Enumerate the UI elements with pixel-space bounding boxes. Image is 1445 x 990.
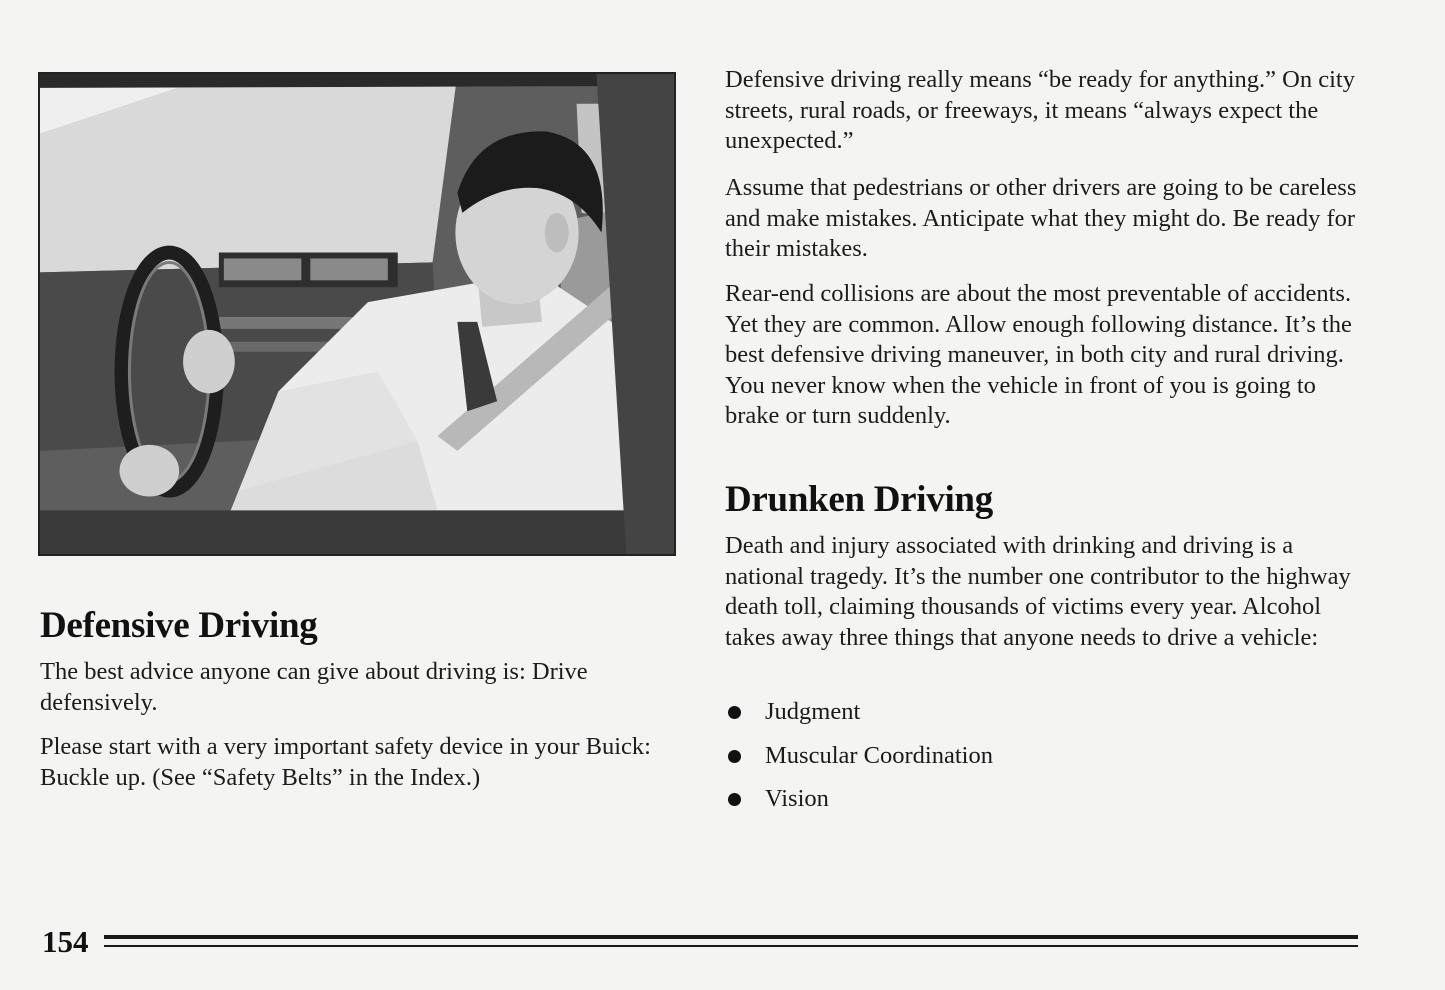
driver-drawing bbox=[40, 74, 674, 554]
list-item bbox=[725, 741, 993, 785]
defensive-paragraph-2: Please start with a very important safety device in your Buick: Buckle up. (See “Safety Belts” in the Index.) bbox=[40, 733, 651, 791]
list-item-text: Judgment bbox=[765, 698, 861, 725]
bullet-icon bbox=[728, 706, 741, 719]
defensive-paragraph-4: Assume that pedestrians or other drivers are going to be careless and make mistakes. Anticipate what they might do. Be ready for their mistakes. bbox=[725, 174, 1357, 262]
drunken-driving-heading: Drunken Driving bbox=[725, 479, 993, 520]
page-number: 154 bbox=[42, 924, 89, 959]
drunken-paragraph: Death and injury associated with drinking and driving is a national tragedy. It’s the number one contributor to the highway death toll, claiming thousands of victims every year. Alcohol takes away three things that anyone needs to drive a vehicle: bbox=[725, 532, 1351, 651]
defensive-paragraph-1: The best advice anyone can give about driving is: Drive defensively. bbox=[40, 658, 588, 716]
defensive-paragraph-5: Rear-end collisions are about the most preventable of accidents. Yet they are common. Allow enough following distance. It’s the best defensive driving maneuver, in both city and rural driving. You never know when the vehicle in front of you is going to brake or turn suddenly. bbox=[725, 280, 1352, 429]
list-item-text: Vision bbox=[765, 785, 829, 812]
defensive-paragraph-3: Defensive driving really means “be ready for anything.” On city streets, rural roads, or freeways, it means “always expect the unexpected.” bbox=[725, 66, 1355, 154]
footer-rule-thick bbox=[104, 935, 1358, 939]
list-item-text: Muscular Coordination bbox=[765, 741, 993, 769]
driver-illustration bbox=[38, 72, 676, 556]
impairment-list bbox=[725, 697, 993, 828]
footer-rule-thin bbox=[104, 945, 1358, 947]
list-item bbox=[725, 697, 993, 741]
defensive-driving-heading: Defensive Driving bbox=[40, 605, 318, 646]
bullet-icon bbox=[728, 750, 741, 763]
bullet-icon bbox=[728, 793, 741, 806]
list-item bbox=[725, 784, 993, 828]
